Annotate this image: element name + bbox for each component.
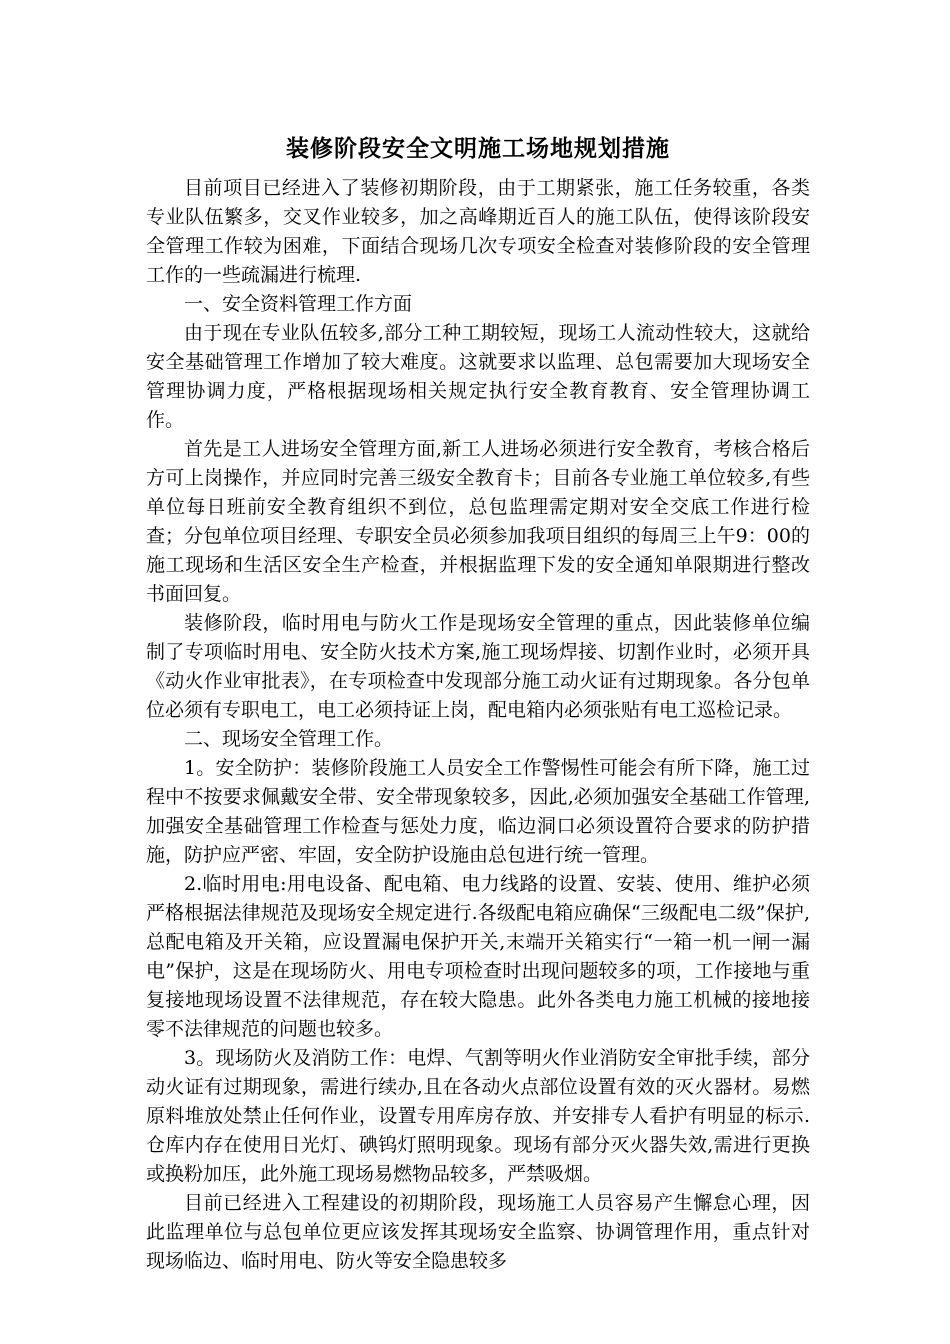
paragraph-conclusion: 目前已经进入工程建设的初期阶段，现场施工人员容易产生懈怠心理，因此监理单位与总包单位更应该发挥其现场安全监察、协调管理作用，重点针对现场临边、临时用电、防火等安全隐患较多: [146, 1192, 810, 1272]
section-heading-safety-documents: 一、安全资料管理工作方面: [184, 293, 413, 315]
document-page: [146, 130, 810, 1276]
paragraph-safety-protection: 1。安全防护：装修阶段施工人员安全工作警惕性可能会有所下降，施工过程中不按要求佩戴安全带、安全带现象较多，因此,必须加强安全基础工作管理,加强安全基础管理工作检查与惩处力度，临边洞口必须设置符合要求的防护措施，防护应严密、牢固，安全防护设施由总包进行统一管理。: [146, 757, 810, 866]
paragraph-team-mobility: 由于现在专业队伍较多,部分工种工期较短，现场工人流动性较大，这就给安全基础管理工作增加了较大难度。这就要求以监理、总包需要加大现场安全管理协调力度，严格根据现场相关规定执行安全教育教育、安全管理协调工作。: [146, 322, 810, 431]
paragraph-worker-entry: 首先是工人进场安全管理方面,新工人进场必须进行安全教育，考核合格后方可上岗操作，并应同时完善三级安全教育卡；目前各专业施工单位较多,有些单位每日班前安全教育组织不到位，总包监理需定期对安全交底工作进行检查；分包单位项目经理、专职安全员必须参加我项目组织的每周三上午9：00的施工现场和生活区安全生产检查，并根据监理下发的安全通知单限期进行整改书面回复。: [146, 438, 810, 605]
paragraph-fire-prevention: 3。现场防火及消防工作：电焊、气割等明火作业消防安全审批手续，部分动火证有过期现象，需进行续办,且在各动火点部位设置有效的灭火器材。易燃原料堆放处禁止任何作业，设置专用库房存放、并安排专人看护有明显的标示.仓库内存在使用日光灯、碘钨灯照明现象。现场有部分灭火器失效,需进行更换或换粉加压，此外施工现场易燃物品较多，严禁吸烟。: [146, 1047, 810, 1185]
document-title: 装修阶段安全文明施工场地规划措施: [286, 135, 670, 162]
section-heading-site-safety: 二、现场安全管理工作。: [184, 728, 394, 750]
paragraph-electricity-fire: 装修阶段，临时用电与防火工作是现场安全管理的重点，因此装修单位编制了专项临时用电、安全防火技术方案,施工现场焊接、切割作业时，必须开具《动火作业审批表》，在专项检查中发现部分施工动火证有过期现象。各分包单位必须有专职电工，电工必须持证上岗，配电箱内必须张贴有电工巡检记录。: [146, 612, 810, 721]
paragraph-temporary-power: 2.临时用电:用电设备、配电箱、电力线路的设置、安装、使用、维护必须严格根据法律规范及现场安全规定进行.各级配电箱应确保“三级配电二级”保护,总配电箱及开关箱，应设置漏电保护开关,末端开关箱实行“一箱一机一闸一漏电”保护，这是在现场防火、用电专项检查时出现问题较多的项，工作接地与重复接地现场设置不法律规范，存在较大隐患。此外各类电力施工机械的接地接零不法律规范的问题也较多。: [146, 873, 810, 1040]
paragraph-intro: 目前项目已经进入了装修初期阶段，由于工期紧张，施工任务较重，各类专业队伍繁多，交叉作业较多，加之高峰期近百人的施工队伍，使得该阶段安全管理工作较为困难，下面结合现场几次专项安全检查对装修阶段的安全管理工作的一些疏漏进行梳理.: [146, 177, 810, 286]
